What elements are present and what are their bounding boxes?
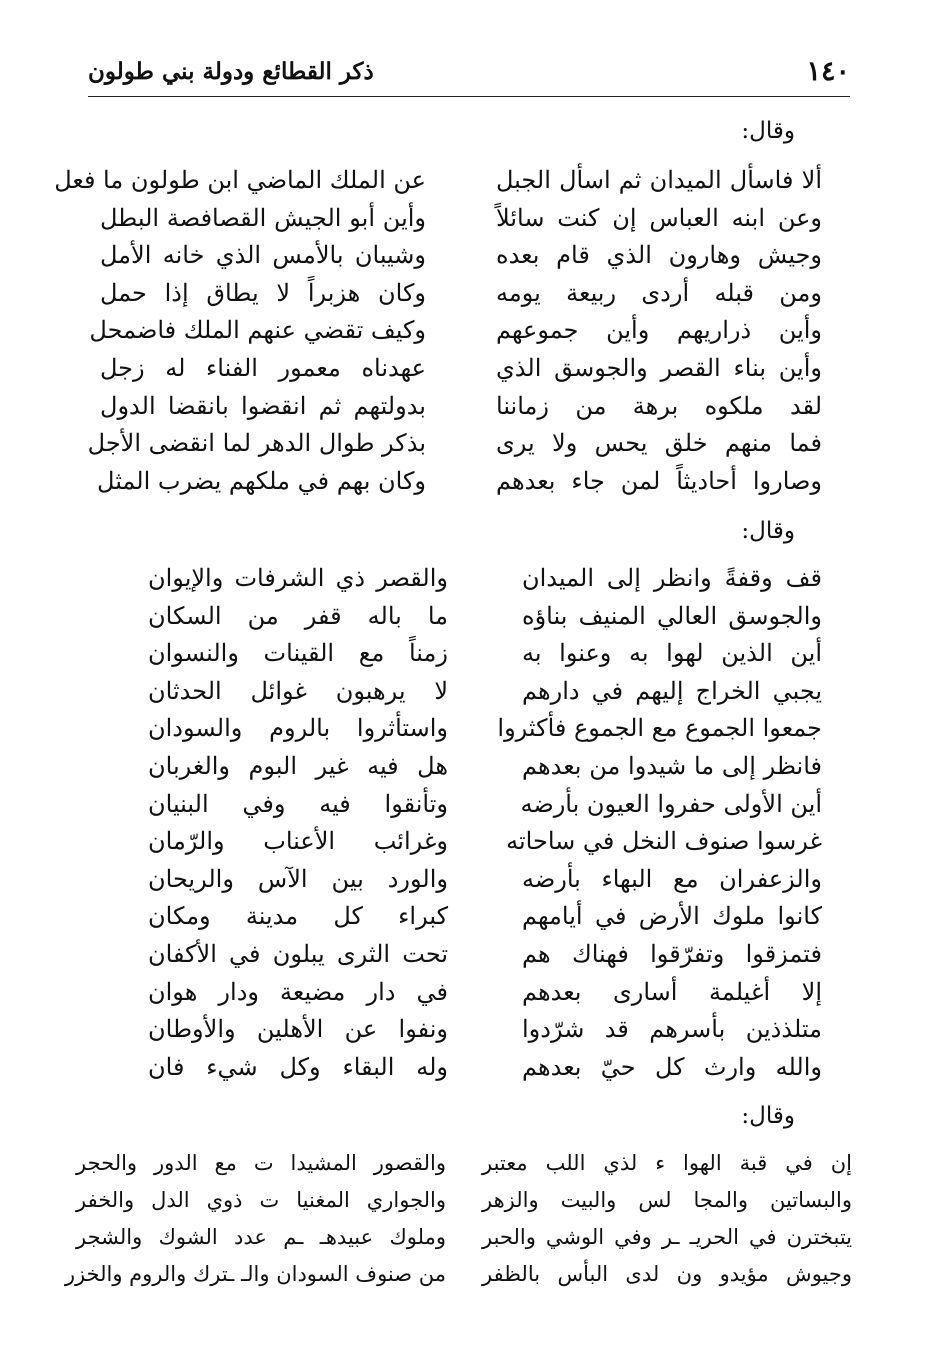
verse-line: كبراء كل مدينة ومكان bbox=[148, 902, 448, 931]
verse-line: فانظر إلى ما شيدوا من بعدهم bbox=[522, 751, 822, 780]
poem-3-first-hemistichs bbox=[482, 1145, 852, 1293]
section-label-1: وقال: bbox=[741, 118, 795, 144]
verse-line: والورد بين الآس والريحان bbox=[148, 864, 448, 893]
running-title: ذكر القطائع ودولة بني طولون bbox=[88, 57, 374, 85]
verse-line: والقصر ذي الشرفات والإيوان bbox=[148, 564, 448, 592]
verse-line: وغرائب الأعناب والرّمان bbox=[148, 827, 448, 856]
header-divider bbox=[88, 96, 850, 97]
verse-line: هل فيه غير البوم والغربان bbox=[148, 751, 448, 780]
verse-line: متلذذين بأسرهم قد شرّدوا bbox=[522, 1015, 822, 1044]
verse-line: إلا أغيلمة أسارى بعدهم bbox=[522, 977, 822, 1006]
verse-line: وملوك عبيدهـ ـم عدد الشوك والشجر bbox=[76, 1225, 446, 1249]
verse-line: وكان بهم في ملكهم يضرب المثل bbox=[97, 466, 426, 495]
verse-line: عهدناه معمور الفناء له زجل bbox=[100, 353, 426, 382]
verse-line: جمعوا الجموع مع الجموع فأكثروا bbox=[497, 714, 822, 743]
verse-line: فتمزقوا وتفرّقوا فهناك هم bbox=[522, 939, 822, 968]
section-label-3: وقال: bbox=[741, 1103, 795, 1129]
verse-line: وجيوش مؤيدو ون لدى البأس بالظفر bbox=[482, 1262, 852, 1286]
verse-line: والله وارث كل حيّ بعدهم bbox=[522, 1052, 822, 1081]
page-number: ١٤٠ bbox=[806, 55, 850, 87]
verse-line: يتبخترن في الحريـ ـر وفي الوشي والحبر bbox=[482, 1225, 852, 1249]
verse-line: والجواري المغنيا ت ذوي الدل والخفر bbox=[76, 1188, 446, 1212]
verse-line: والجوسق العالي المنيف بناؤه bbox=[522, 601, 822, 630]
poem-1-first-hemistichs bbox=[496, 162, 822, 500]
verse-line: ونفوا عن الأهلين والأوطان bbox=[148, 1015, 448, 1044]
verse-line: ومن قبله أردى ربيعة يومه bbox=[496, 278, 822, 307]
verse-line: في دار مضيعة ودار هوان bbox=[148, 977, 448, 1006]
verse-line: وأين بناء القصر والجوسق الذي bbox=[496, 353, 822, 382]
section-label-2: وقال: bbox=[741, 518, 795, 544]
verse-line: وعن ابنه العباس إن كنت سائلاً bbox=[496, 203, 822, 232]
verse-line: واستأثروا بالروم والسودان bbox=[148, 714, 448, 743]
verse-line: من صنوف السودان والـ ـترك والروم والخزر bbox=[64, 1262, 446, 1286]
verse-line: لا يرهبون غوائل الحدثان bbox=[148, 676, 448, 705]
verse-line: وله البقاء وكل شيء فان bbox=[148, 1052, 448, 1081]
verse-line: أين الذين لهوا به وعنوا به bbox=[522, 639, 822, 668]
page-header bbox=[88, 50, 850, 92]
poem-1 bbox=[54, 162, 822, 500]
verse-line: تحت الثرى يبلون في الأكفان bbox=[148, 939, 448, 968]
poem-2 bbox=[100, 560, 822, 1086]
poem-3-second-hemistichs bbox=[64, 1145, 446, 1293]
verse-line: أين الأولى حفروا العيون بأرضه bbox=[520, 789, 822, 818]
verse-line: وكيف تقضي عنهم الملك فاضمحل bbox=[89, 316, 426, 345]
poem-2-first-hemistichs bbox=[497, 560, 822, 1086]
verse-line: ألا فاسأل الميدان ثم اسأل الجبل bbox=[496, 166, 822, 194]
verse-line: وكان هزبراً لا يطاق إذا حمل bbox=[100, 278, 426, 307]
poem-2-second-hemistichs bbox=[148, 560, 448, 1086]
verse-line: والبساتين والمجا لس والبيت والزهر bbox=[482, 1188, 852, 1212]
verse-line: قف وقفةً وانظر إلى الميدان bbox=[522, 564, 822, 592]
verse-line: إن في قبة الهوا ء لذي اللب معتبر bbox=[482, 1151, 852, 1175]
verse-line: زمناً مع القينات والنسوان bbox=[148, 639, 448, 668]
verse-line: والقصور المشيدا ت مع الدور والحجر bbox=[76, 1151, 446, 1175]
verse-line: وشيبان بالأمس الذي خانه الأمل bbox=[100, 241, 426, 270]
verse-line: يجبي الخراج إليهم في دارهم bbox=[522, 676, 822, 705]
verse-line: والزعفران مع البهاء بأرضه bbox=[522, 864, 822, 893]
poem-1-second-hemistichs bbox=[54, 162, 426, 500]
verse-line: وجيش وهارون الذي قام بعده bbox=[496, 241, 822, 270]
verse-line: وأين ذراريهم وأين جموعهم bbox=[496, 316, 822, 345]
verse-line: بدولتهم ثم انقضوا بانقضا الدول bbox=[100, 391, 426, 420]
verse-line: لقد ملكوه برهة من زماننا bbox=[496, 391, 822, 420]
poem-3 bbox=[64, 1145, 852, 1293]
verse-line: ما باله قفر من السكان bbox=[148, 601, 448, 630]
verse-line: عن الملك الماضي ابن طولون ما فعل bbox=[54, 166, 426, 194]
verse-line: وتأنقوا فيه وفي البنيان bbox=[148, 789, 448, 818]
verse-line: غرسوا صنوف النخل في ساحاته bbox=[506, 827, 822, 856]
verse-line: كانوا ملوك الأرض في أيامهم bbox=[522, 902, 822, 931]
verse-line: وأين أبو الجيش القصافصة البطل bbox=[100, 203, 426, 232]
verse-line: وصاروا أحاديثاً لمن جاء بعدهم bbox=[496, 466, 822, 495]
verse-line: بذكر طوال الدهر لما انقضى الأجل bbox=[87, 429, 426, 458]
verse-line: فما منهم خلق يحس ولا يرى bbox=[496, 429, 822, 458]
